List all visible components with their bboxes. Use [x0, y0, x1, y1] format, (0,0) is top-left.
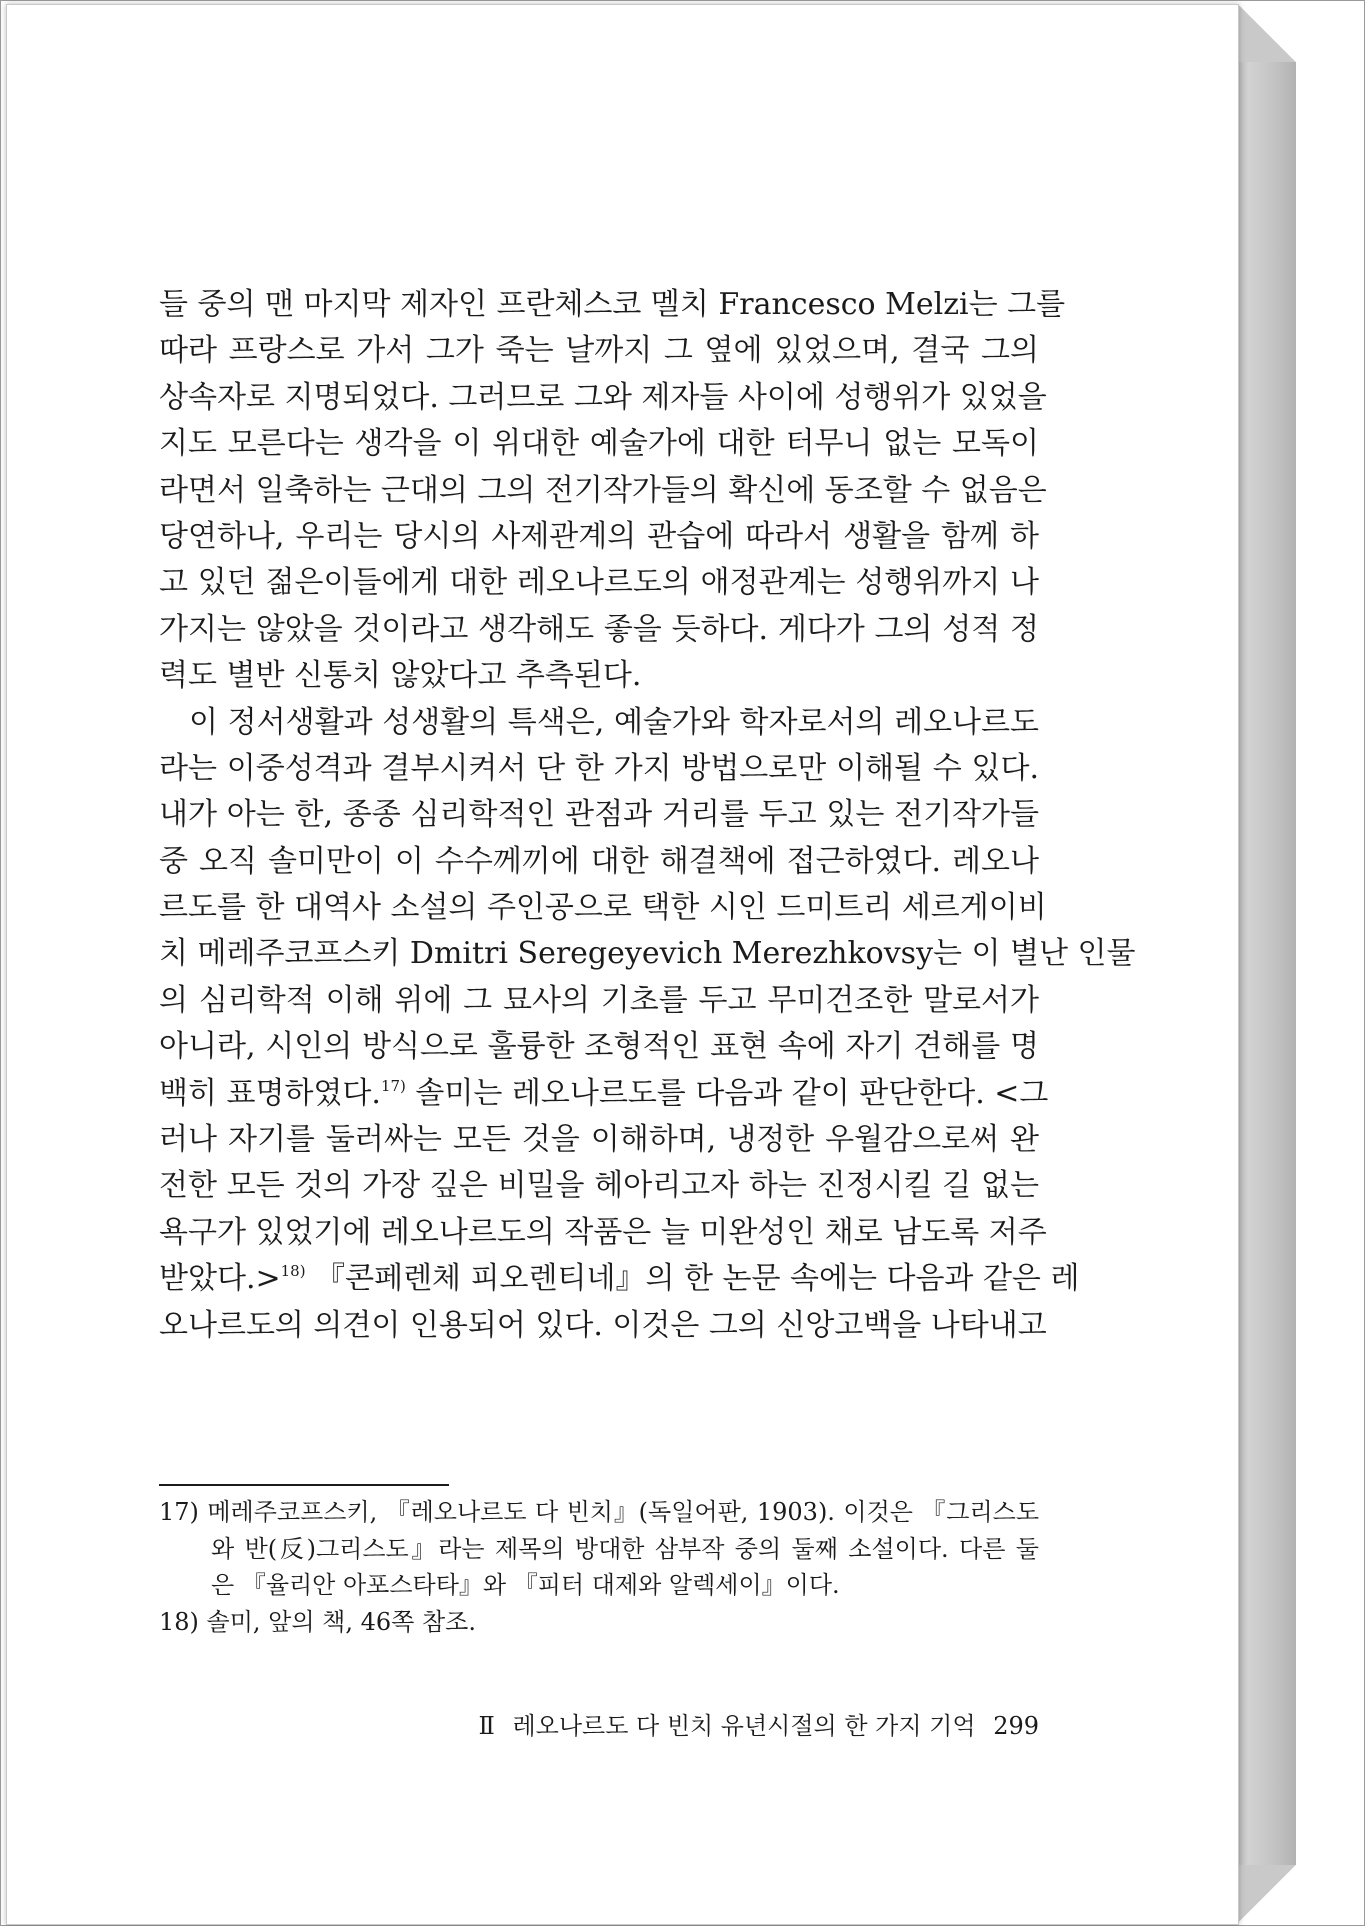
footnotes	[159, 1494, 1039, 1640]
text-line: 상속자로 지명되었다. 그러므로 그와 제자들 사이에 성행위가 있었을	[159, 379, 1047, 415]
text-line: 내가 아는 한, 종종 심리학적인 관점과 거리를 두고 있는 전기작가들	[159, 797, 1039, 833]
text-fragment: 『콘페렌체 피오렌티네』의 한 논문 속에는 다음과 같은 레	[305, 1261, 1080, 1297]
footnote-line: 은 『율리안 아포스타타』와 『피터 대제와 알렉세이』이다.	[211, 1571, 840, 1599]
running-footer	[441, 1706, 1039, 1746]
footnote-17	[159, 1494, 1039, 1604]
text-line-paragraph-start: 이 정서생활과 성생활의 특색은, 예술가와 학자로서의 레오나르도	[189, 704, 1039, 740]
footnote-reference-18: 18)	[280, 1262, 306, 1281]
footnote-divider	[159, 1484, 449, 1486]
text-line: 지도 모른다는 생각을 이 위대한 예술가에 대한 터무니 없는 모독이	[159, 426, 1039, 462]
text-line: 들 중의 맨 마지막 제자인 프란체스코 멜치 Francesco Melzi는 그를	[159, 287, 1066, 322]
footnote-18	[159, 1604, 1039, 1641]
text-line: 라면서 일축하는 근대의 그의 전기작가들의 확신에 동조할 수 없음은	[159, 472, 1047, 508]
text-line	[159, 1256, 1080, 1302]
text-fragment: 받았다.>	[159, 1261, 281, 1297]
book-page-edge	[1238, 4, 1296, 1923]
text-line: 라는 이중성격과 결부시켜서 단 한 가지 방법으로만 이해될 수 있다.	[159, 750, 1039, 786]
footnote-reference-17: 17)	[380, 1076, 406, 1095]
running-footer-title: 레오나르도 다 빈치 유년시절의 한 가지 기억	[512, 1712, 976, 1740]
body-text	[159, 282, 1136, 1349]
text-line: 아니라, 시인의 방식으로 훌륭한 조형적인 표현 속에 자기 견해를 명	[159, 1029, 1039, 1065]
text-line: 력도 별반 신통치 않았다고 추측된다.	[159, 658, 642, 694]
text-line: 러나 자기를 둘러싸는 모든 것을 이해하며, 냉정한 우월감으로써 완	[159, 1122, 1039, 1158]
text-line	[159, 1071, 1049, 1117]
text-line: 르도를 한 대역사 소설의 주인공으로 택한 시인 드미트리 세르게이비	[159, 890, 1047, 926]
text-line: 고 있던 젊은이들에게 대한 레오나르도의 애정관계는 성행위까지 나	[159, 565, 1039, 601]
text-line: 의 심리학적 이해 위에 그 묘사의 기초를 두고 무미건조한 말로서가	[159, 982, 1039, 1018]
text-line: 당연하나, 우리는 당시의 사제관계의 관습에 따라서 생활을 함께 하	[159, 518, 1039, 554]
text-line: 오나르도의 의견이 인용되어 있다. 이것은 그의 신앙고백을 나타내고	[159, 1307, 1047, 1343]
footnote-line: 18) 솔미, 앞의 책, 46쪽 참조.	[159, 1607, 476, 1636]
text-fragment: 솔미는 레오나르도를 다음과 같이 판단한다. <그	[405, 1075, 1049, 1111]
text-line: 치 메레주코프스키 Dmitri Seregeyevich Merezhkovsy는 이 별난 인물	[159, 936, 1136, 972]
running-footer-section: Ⅱ	[478, 1712, 495, 1740]
text-line: 전한 모든 것의 가장 깊은 비밀을 헤아리고자 하는 진정시킬 길 없는	[159, 1168, 1039, 1204]
book-page-edge-top-corner	[1238, 4, 1296, 62]
text-line: 따라 프랑스로 가서 그가 죽는 날까지 그 옆에 있었으며, 결국 그의	[159, 333, 1039, 369]
footnote-line: 와 반(反)그리스도』라는 제목의 방대한 삼부작 중의 둘째 소설이다. 다른 둘	[211, 1534, 1039, 1563]
book-page-edge-bottom-corner	[1238, 1865, 1296, 1923]
text-fragment: 백히 표명하였다.	[159, 1075, 381, 1111]
text-line: 가지는 않았을 것이라고 생각해도 좋을 듯하다. 게다가 그의 성적 정	[159, 611, 1039, 647]
footnote-line: 17) 메레주코프스키, 『레오나르도 다 빈치』(독일어판, 1903). 이것은 『그리스도	[159, 1498, 1039, 1526]
text-line: 중 오직 솔미만이 이 수수께끼에 대한 해결책에 접근하였다. 레오나	[159, 843, 1039, 879]
page-number: 299	[993, 1712, 1039, 1740]
text-line: 욕구가 있었기에 레오나르도의 작품은 늘 미완성인 채로 남도록 저주	[159, 1214, 1047, 1250]
